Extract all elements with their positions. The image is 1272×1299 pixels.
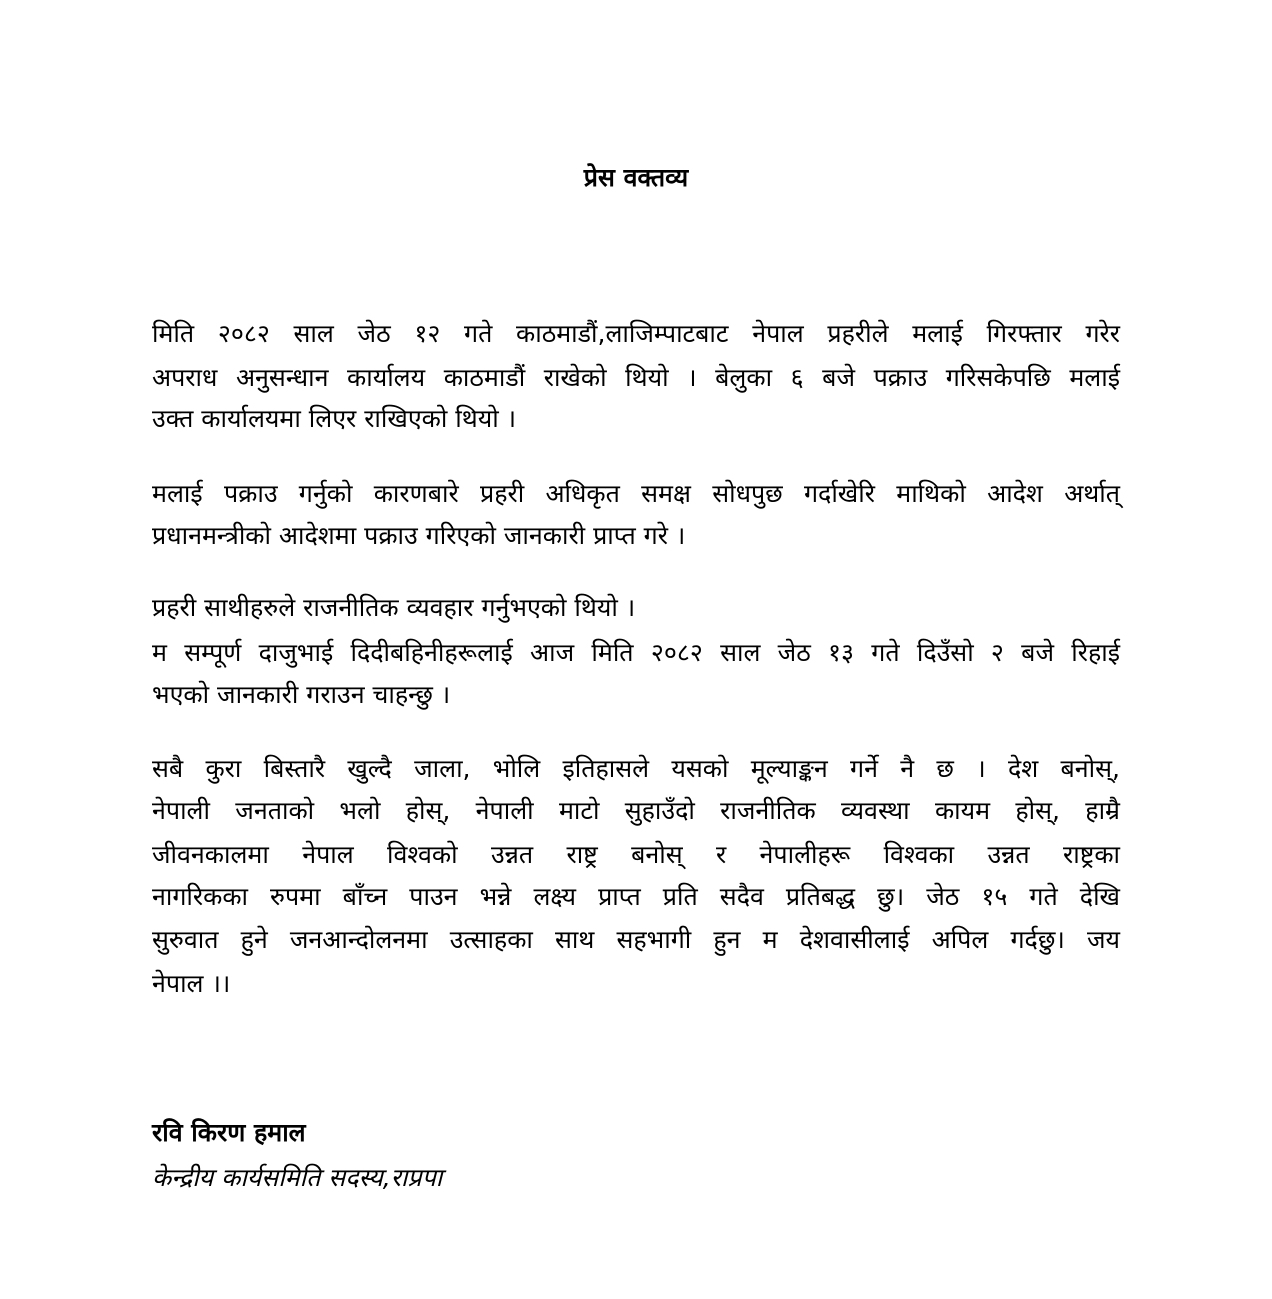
paragraph-2-line-1: मलाई पक्राउ गर्नुको कारणबारे प्रहरी अधिकृत समक्ष सोधपुछ गर्दाखेरि माथिको आदेश अर्थात् <box>152 479 1120 508</box>
paragraph-4-line-2: नेपाली जनताको भलो होस्, नेपाली माटो सुहाउँदो राजनीतिक व्यवस्था कायम होस्, हाम्रै <box>152 796 1120 825</box>
signature-role: केन्द्रीय कार्यसमिति सदस्य,राप्रपा <box>152 1163 443 1192</box>
signature-name: रवि किरण हमाल <box>152 1118 306 1147</box>
paragraph-4-line-3: जीवनकालमा नेपाल विश्वको उन्नत राष्ट्र बनोस् र नेपालीहरू विश्वका उन्नत राष्ट्रका <box>152 840 1120 869</box>
paragraph-4-line-1: सबै कुरा बिस्तारै खुल्दै जाला, भोलि इतिहासले यसको मूल्याङ्कन गर्ने नै छ । देश बनोस्, <box>152 754 1120 783</box>
paragraph-4-line-6: नेपाल ।। <box>152 969 231 998</box>
paragraph-4-line-5: सुरुवात हुने जनआन्दोलनमा उत्साहका साथ सहभागी हुन म देशवासीलाई अपिल गर्दछु। जय <box>152 925 1120 954</box>
paragraph-3-line-2: म सम्पूर्ण दाजुभाई दिदीबहिनीहरूलाई आज मिति २०८२ साल जेठ १३ गते दिउँसो २ बजे रिहाई <box>152 638 1120 667</box>
paragraph-2-line-2: प्रधानमन्त्रीको आदेशमा पक्राउ गरिएको जानकारी प्राप्त गरे । <box>152 521 686 550</box>
paragraph-4-line-4: नागरिकका रुपमा बाँच्न पाउन भन्ने लक्ष्य प्राप्त प्रति सदैव प्रतिबद्ध छु। जेठ १५ गते देखि <box>152 882 1120 911</box>
paragraph-1-line-1: मिति २०८२ साल जेठ १२ गते काठमाडौं,लाजिम्पाटबाट नेपाल प्रहरीले मलाई गिरफ्तार गरेर <box>152 319 1120 348</box>
paragraph-3-line-1: प्रहरी साथीहरुले राजनीतिक व्यवहार गर्नुभएको थियो । <box>152 593 636 622</box>
paragraph-1-line-3: उक्त कार्यालयमा लिएर राखिएको थियो । <box>152 404 517 433</box>
document-title: प्रेस वक्तव्य <box>583 163 689 192</box>
paragraph-3-line-3: भएको जानकारी गराउन चाहन्छु । <box>152 680 451 709</box>
paragraph-1-line-2: अपराध अनुसन्धान कार्यालय काठमाडौं राखेको थियो । बेलुका ६ बजे पक्राउ गरिसकेपछि मलाई <box>152 363 1120 392</box>
